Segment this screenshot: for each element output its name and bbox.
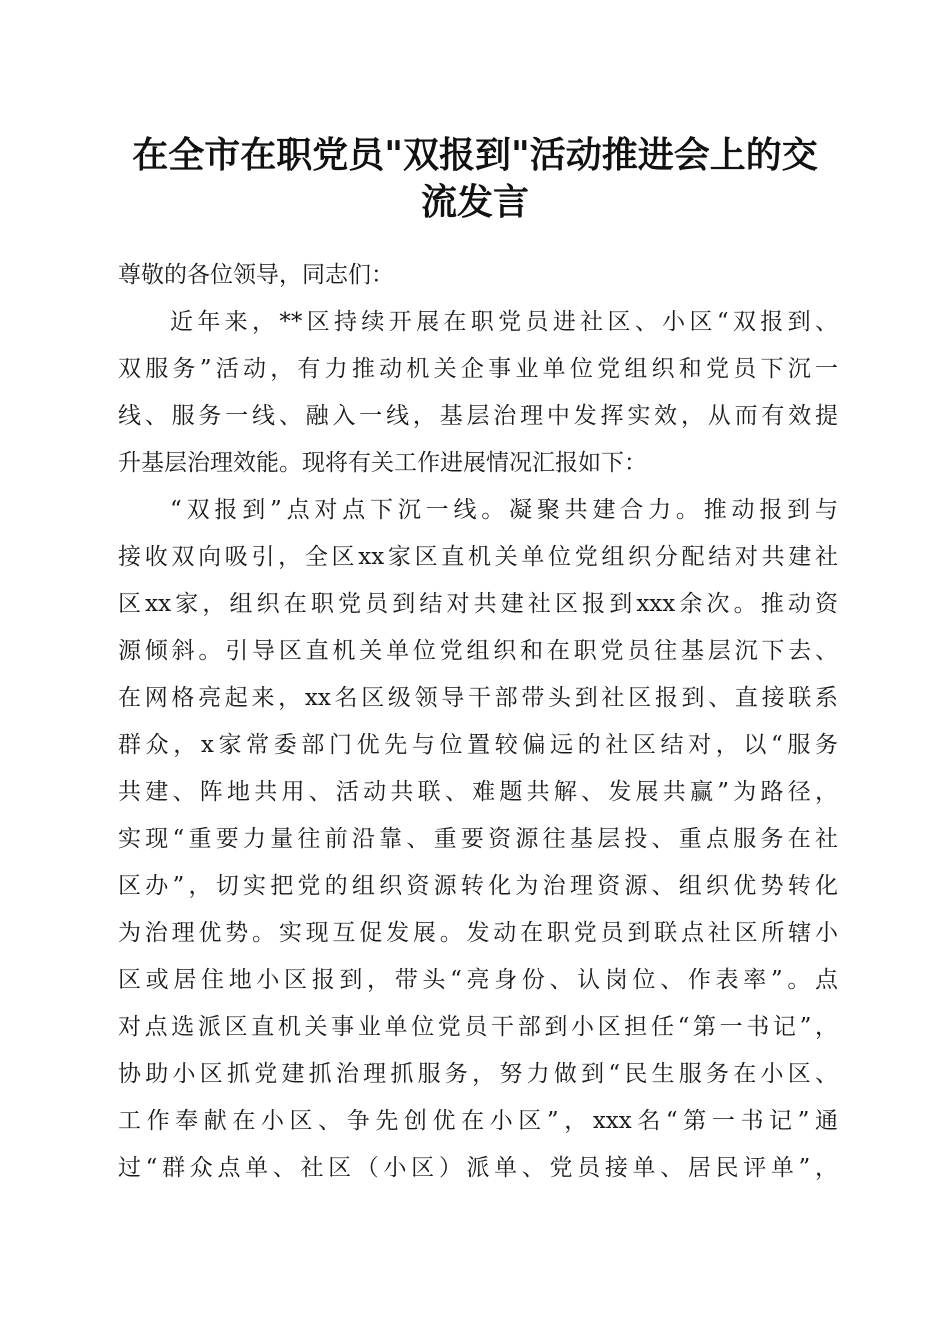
paragraph-line: 区或居住地小区报到，带头“亮身份、认岗位、作表率”。点 bbox=[118, 967, 838, 993]
paragraph-intro bbox=[118, 299, 838, 487]
paragraph-line: “双报到”点对点下沉一线。凝聚共建合力。推动报到与 bbox=[170, 497, 838, 523]
paragraph-double-report bbox=[118, 487, 838, 1192]
paragraph-line: 区xx家，组织在职党员到结对共建社区报到xxx余次。推动资 bbox=[118, 591, 838, 617]
paragraph-line: 群众，x家常委部门优先与位置较偏远的社区结对，以“服务 bbox=[118, 732, 838, 758]
paragraph-line: 区办”，切实把党的组织资源转化为治理资源、组织优势转化 bbox=[118, 873, 838, 899]
title-line-1: 在全市在职党员"双报到"活动推进会上的交 bbox=[132, 134, 818, 176]
paragraph-line: 近年来，**区持续开展在职党员进社区、小区“双报到、 bbox=[170, 309, 838, 335]
paragraph-line: 线、服务一线、融入一线，基层治理中发挥实效，从而有效提 bbox=[118, 403, 838, 429]
document-body bbox=[118, 252, 838, 1192]
paragraph-line: 源倾斜。引导区直机关单位党组织和在职党员往基层沉下去、 bbox=[118, 638, 838, 664]
paragraph-line: 实现“重要力量往前沿靠、重要资源往基层投、重点服务在社 bbox=[118, 826, 838, 852]
title-line-2: 流发言 bbox=[420, 181, 529, 223]
paragraph-line: 接收双向吸引，全区xx家区直机关单位党组织分配结对共建社 bbox=[118, 544, 838, 570]
paragraph-line: 双服务”活动，有力推动机关企事业单位党组织和党员下沉一 bbox=[118, 356, 838, 382]
paragraph-line: 对点选派区直机关事业单位党员干部到小区担任“第一书记”， bbox=[118, 1014, 838, 1040]
paragraph-line: 工作奉献在小区、争先创优在小区”，xxx名“第一书记”通 bbox=[118, 1108, 838, 1134]
paragraph-line: 在网格亮起来，xx名区级领导干部带头到社区报到、直接联系 bbox=[118, 685, 838, 711]
paragraph-line: 过“群众点单、社区（小区）派单、党员接单、居民评单”， bbox=[118, 1155, 838, 1181]
salutation: 尊敬的各位领导，同志们： bbox=[118, 262, 394, 288]
document-title bbox=[110, 132, 840, 226]
paragraph-line: 共建、阵地共用、活动共联、难题共解、发展共赢”为路径， bbox=[118, 779, 838, 805]
paragraph-line: 协助小区抓党建抓治理抓服务，努力做到“民生服务在小区、 bbox=[118, 1061, 838, 1087]
paragraph-line: 为治理优势。实现互促发展。发动在职党员到联点社区所辖小 bbox=[118, 920, 838, 946]
paragraph-line: 升基层治理效能。现将有关工作进展情况汇报如下： bbox=[118, 450, 647, 476]
